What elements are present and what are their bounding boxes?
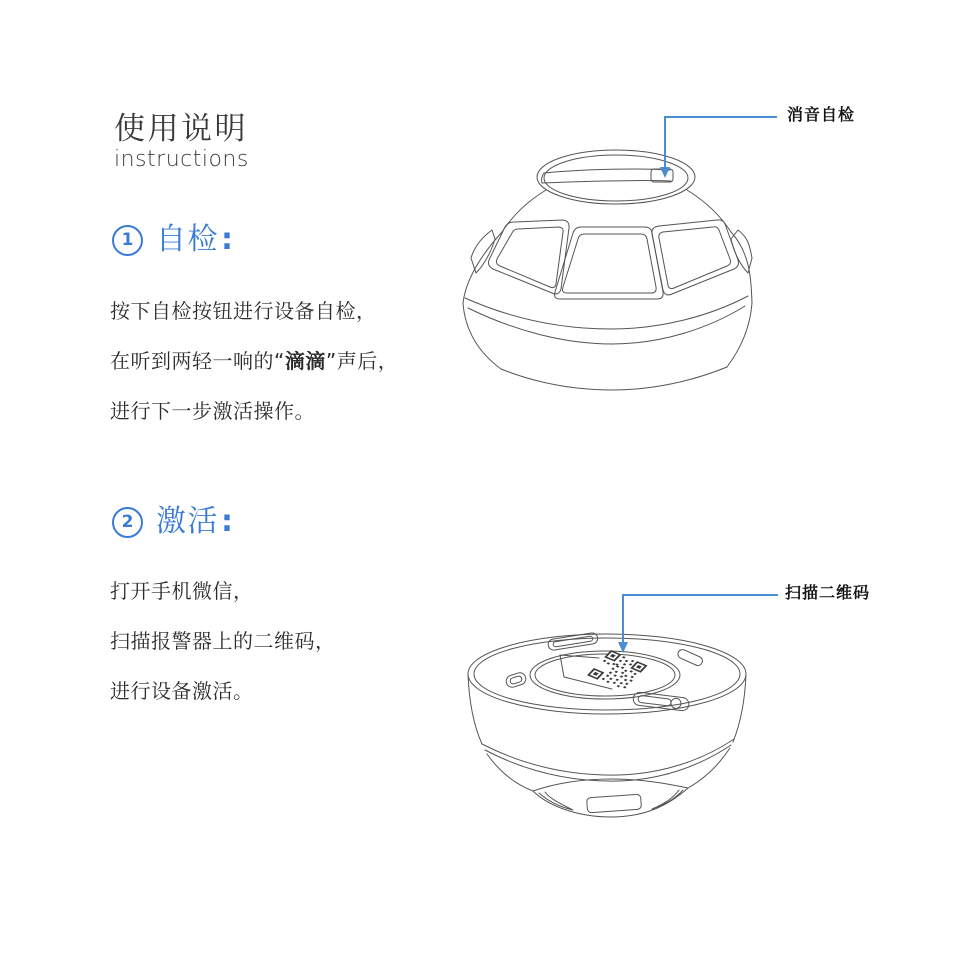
- paragraph-line: 扫描报警器上的二维码，: [110, 629, 336, 653]
- paragraph-segment: 在听到两轻一响的“: [110, 349, 285, 373]
- vent-center-inner: [563, 234, 657, 293]
- callout-lines: [623, 117, 778, 644]
- activate-paragraph: [110, 566, 336, 716]
- ring-seam-1: [482, 739, 734, 775]
- dome-crescent-left: [539, 792, 573, 810]
- section-heading-activate: [112, 504, 233, 540]
- vent-left: [489, 220, 570, 294]
- page-title: 使用说明: [114, 111, 248, 147]
- beep-sound-emphasis: 滴滴: [284, 349, 326, 373]
- vent-right: [652, 220, 739, 295]
- vent-far-left: [471, 230, 495, 273]
- page-subtitle: instructions: [114, 147, 249, 172]
- cone-left: [463, 232, 502, 303]
- section-colon: :: [221, 504, 233, 539]
- cone-right: [731, 232, 752, 303]
- detector-bottom-illustration: [468, 632, 746, 817]
- rim-arc-1: [465, 296, 748, 329]
- callout-label-scan-qr: 扫描二维码: [785, 583, 871, 602]
- shoulder-left: [502, 190, 546, 232]
- detector-top-inner-rim: [544, 155, 688, 201]
- vent-left-inner: [496, 227, 563, 288]
- paragraph-line: [110, 336, 398, 386]
- dome-crescent-right: [652, 790, 683, 809]
- section-title: 自检: [156, 222, 219, 257]
- paragraph-line: 进行下一步激活操作。: [110, 399, 315, 423]
- self-test-paragraph: [110, 286, 398, 436]
- taper-left: [487, 754, 533, 791]
- bottom-face-outer: [468, 634, 746, 714]
- base-bottom: [501, 367, 727, 390]
- smoke-detector-side-illustration: [463, 150, 752, 390]
- callout-label-mute-selftest: 消音自检: [787, 105, 856, 124]
- dome-grille: [587, 794, 642, 813]
- shoulder-right: [687, 190, 731, 232]
- section-heading-self-test: [112, 222, 233, 258]
- slot-right: [676, 648, 703, 667]
- section-title: 激活: [156, 504, 219, 539]
- ring-seam-2: [485, 745, 731, 781]
- rim-arc-2: [468, 306, 745, 344]
- paragraph-line: 打开手机微信，: [110, 579, 254, 603]
- arrowhead-mute-selftest: [660, 167, 670, 178]
- section-colon: :: [221, 222, 233, 257]
- callout-line-mute-selftest: [665, 117, 777, 169]
- slot-left: [505, 671, 528, 689]
- paragraph-segment: ”声后，: [325, 349, 399, 373]
- taper-right: [688, 748, 730, 788]
- callout-line-scan-qr: [623, 595, 778, 644]
- detector-top-rim: [537, 150, 695, 204]
- base-left: [463, 303, 501, 369]
- paragraph-line: 按下自检按钮进行设备自检，: [110, 299, 377, 323]
- step-number-badge: 2: [112, 507, 143, 538]
- base-right: [727, 303, 752, 367]
- vent-right-inner: [659, 227, 731, 289]
- step-number-badge: 1: [112, 225, 143, 256]
- paragraph-line: 进行设备激活。: [110, 679, 254, 703]
- title-block: [114, 110, 249, 172]
- label-circle-outer: [530, 651, 680, 699]
